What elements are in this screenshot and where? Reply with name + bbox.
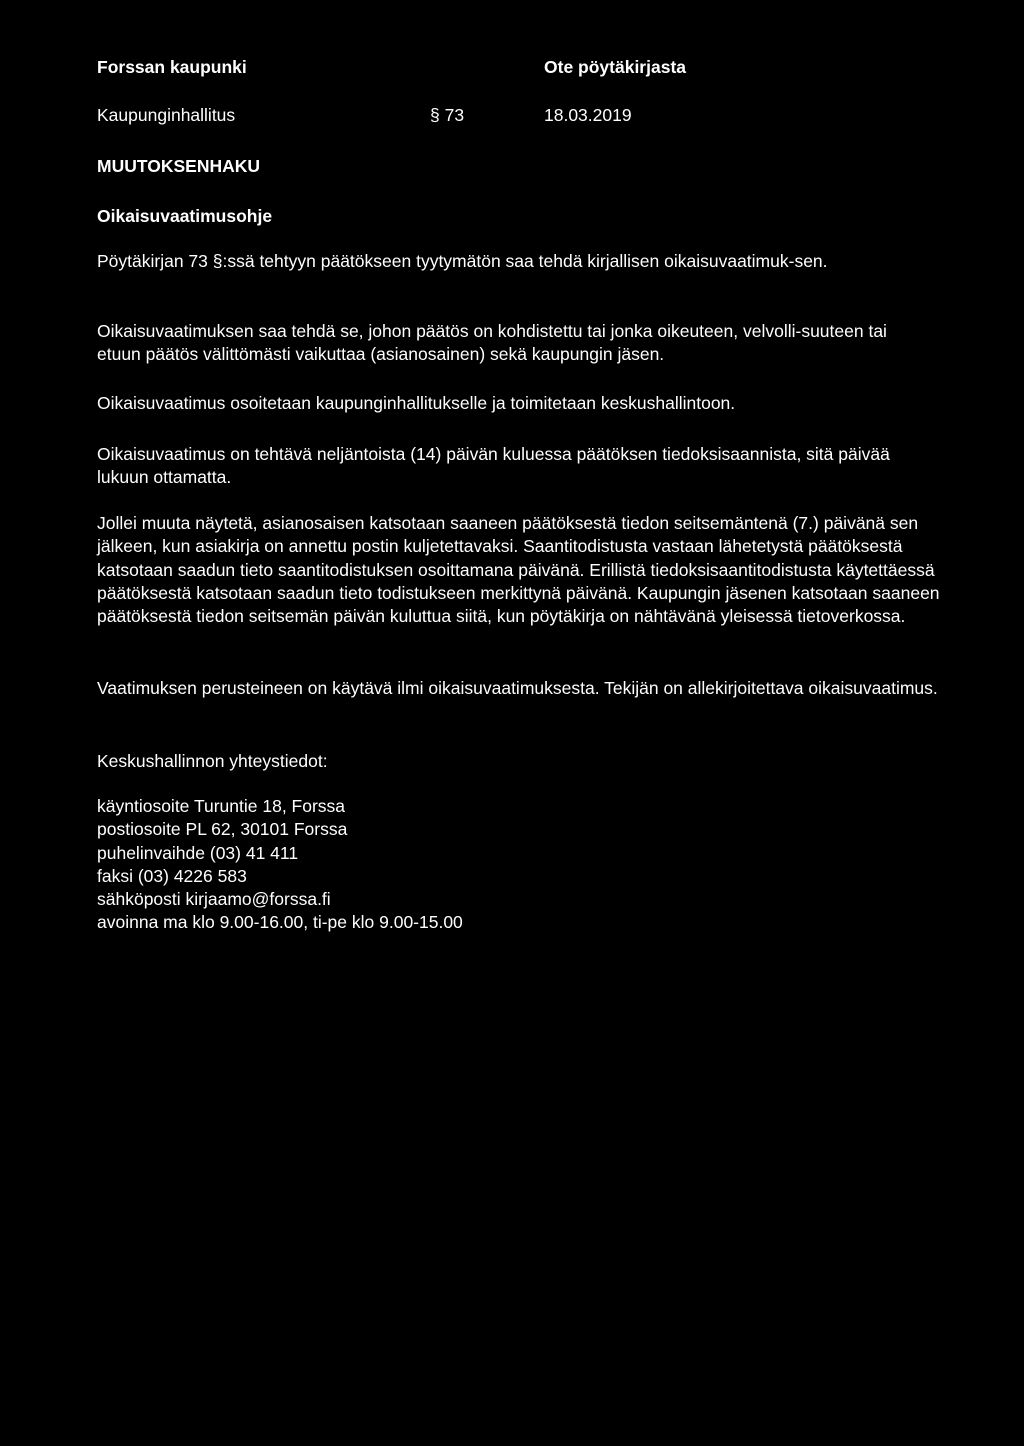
- section-number: § 73: [430, 105, 465, 125]
- contact-email[interactable]: sähköposti kirjaamo@forssa.fi: [97, 889, 331, 910]
- section-subtitle: Oikaisuvaatimusohje: [97, 206, 273, 226]
- page-title: MUUTOKSENHAKU: [97, 156, 261, 176]
- paragraph-who-can-appeal: Oikaisuvaatimuksen saa tehdä se, johon päätös on kohdistettu tai jonka oikeuteen, velvolli-suuteen tai etuun päätös välittömästi vaikuttaa (asianosainen) sekä kaupungin jäsen.: [97, 321, 887, 365]
- decision-body: Kaupunginhallitus: [97, 105, 236, 125]
- contact-opening-hours: avoinna ma klo 9.00-16.00, ti-pe klo 9.00-15.00: [97, 912, 463, 933]
- contact-visiting-address: käyntiosoite Turuntie 18, Forssa: [97, 796, 346, 816]
- paragraph-intro: Pöytäkirjan 73 §:ssä tehtyyn päätökseen tyytymätön saa tehdä kirjallisen oikaisuvaatimuk-sen.: [97, 251, 828, 271]
- document-type: Ote pöytäkirjasta: [544, 57, 686, 77]
- contact-details: [97, 795, 937, 935]
- meeting-date: 18.03.2019: [544, 105, 632, 125]
- paragraph-deadline: Oikaisuvaatimus on tehtävä neljäntoista (14) päivän kuluessa päätöksen tiedoksisaannista, sitä päivää lukuun ottamatta.: [97, 444, 890, 488]
- contact-fax: faksi (03) 4226 583: [97, 865, 247, 886]
- contact-postal-address: postiosoite PL 62, 30101 Forssa: [97, 819, 348, 840]
- paragraph-requirements: Vaatimuksen perusteineen on käytävä ilmi oikaisuvaatimuksesta. Tekijän on allekirjoitettava oikaisuvaatimus.: [97, 678, 938, 698]
- contact-heading: Keskushallinnon yhteystiedot:: [97, 751, 328, 771]
- contact-switchboard: puhelinvaihde (03) 41 411: [97, 842, 299, 863]
- paragraph-addressee: Oikaisuvaatimus osoitetaan kaupunginhallitukselle ja toimitetaan keskushallintoon.: [97, 393, 736, 413]
- paragraph-notification: Jollei muuta näytetä, asianosaisen katsotaan saaneen päätöksestä tiedon seitsemäntenä (7.) päivänä sen jälkeen, kun asiakirja on annettu postin kuljetettavaksi. Saantitodistusta vastaan lähetetystä päätöksestä katsotaan saadun tieto saantitodistuksen osoittamana päivänä. Erillistä tiedoksisaantitodistusta käytettäessä päätöksestä katsotaan saadun tieto todistukseen merkittynä päivänä. Kaupungin jäsenen katsotaan saaneen päätöksestä tiedon seitsemän päivän kuluttua siitä, kun pöytäkirja on nähtävänä yleisessä tietoverkossa.: [97, 513, 940, 627]
- organization-name: Forssan kaupunki: [97, 57, 247, 77]
